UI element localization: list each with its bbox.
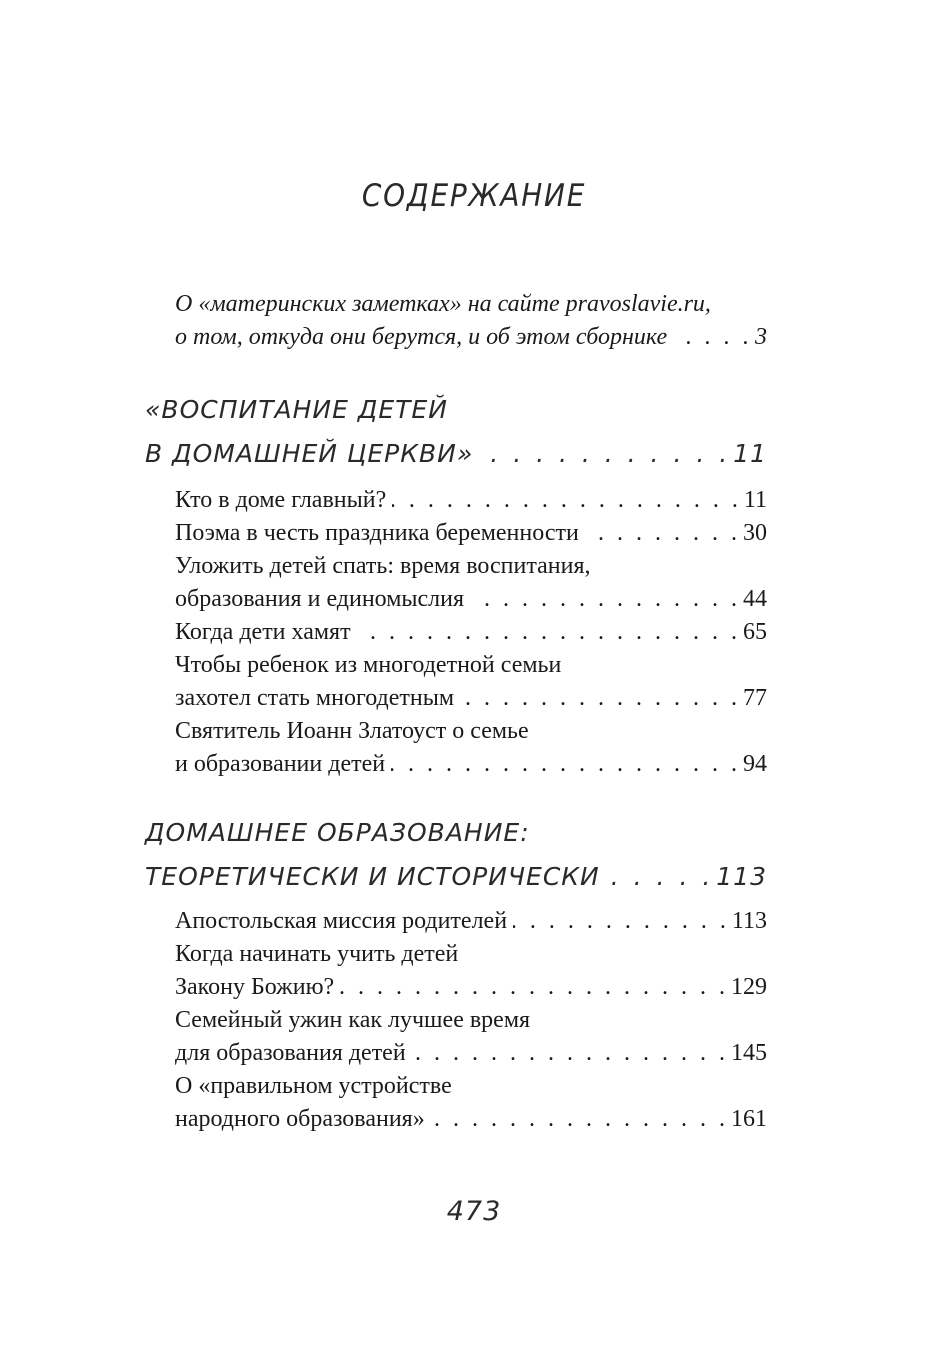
dot-leader — [470, 583, 737, 616]
section-2-heading — [145, 811, 767, 899]
toc-entry — [175, 517, 767, 550]
section-2-page-number: 113 — [716, 862, 767, 891]
toc-entry-title: Закону Божию? — [175, 974, 335, 1000]
dot-leader — [392, 484, 738, 517]
dot-leader — [479, 432, 727, 476]
section-1-entries — [175, 484, 767, 781]
section-1-title-line-1: «ВОСПИТАНИЕ ДЕТЕЙ — [145, 395, 448, 424]
toc-entry — [175, 905, 767, 938]
toc-entry-page: 65 — [743, 619, 767, 645]
toc-entry-title: захотел стать многодетным — [175, 685, 455, 711]
toc-entry-title-line: Уложить детей спать: время воспитания, — [175, 553, 591, 579]
toc-entry — [175, 484, 767, 517]
toc-entry-title: образования и единомыслия — [175, 586, 465, 612]
page-title: СОДЕРЖАНИЕ — [361, 178, 587, 214]
toc-entry-page: 129 — [731, 974, 767, 1000]
toc-entry — [175, 616, 767, 649]
toc-entry-title-line: Семейный ужин как лучшее время — [175, 1007, 531, 1033]
toc-entry — [175, 971, 767, 1004]
dot-leader — [391, 748, 737, 781]
toc-entry-page: 145 — [731, 1040, 767, 1066]
toc-entry-title: Кто в доме главный? — [175, 487, 387, 513]
toc-entry — [175, 1037, 767, 1070]
toc-entry-title: Когда дети хамят — [175, 619, 351, 645]
toc-entry — [175, 748, 767, 781]
dot-leader — [606, 855, 711, 899]
toc-entry-title-line: Когда начинать учить детей — [175, 941, 459, 967]
dot-leader — [357, 616, 737, 649]
toc-entry-page: 113 — [731, 908, 767, 934]
toc-entry — [175, 682, 767, 715]
dot-leader — [412, 1037, 725, 1070]
section-2-title-line-2 — [145, 855, 767, 899]
dot-leader — [673, 321, 749, 354]
section-1-title-line-2-text: В ДОМАШНЕЙ ЦЕРКВИ» — [145, 439, 474, 468]
toc-entry — [175, 1103, 767, 1136]
intro-line-2 — [175, 321, 767, 354]
intro-page-number: 3 — [755, 324, 767, 350]
section-1-page-number: 11 — [733, 439, 767, 468]
section-1-heading — [145, 388, 767, 476]
toc-entry-page: 30 — [743, 520, 767, 546]
toc-entry-title-line: О «правильном устройстве — [175, 1073, 452, 1099]
section-1-title-line-2 — [145, 432, 767, 476]
intro-line-2-text: о том, откуда они берутся, и об этом сборнике — [175, 324, 668, 350]
dot-leader — [513, 905, 726, 938]
toc-entry-title: народного образования» — [175, 1106, 425, 1132]
page-folio: 473 — [446, 1196, 502, 1227]
toc-entry-title: Поэма в честь праздника беременности — [175, 520, 579, 546]
intro-entry — [175, 288, 767, 354]
toc-entry-title: Апостольская миссия родителей — [175, 908, 508, 934]
section-2-title-line-1: ДОМАШНЕЕ ОБРАЗОВАНИЕ: — [145, 818, 530, 847]
toc-entry-page: 44 — [743, 586, 767, 612]
toc-entry-page: 77 — [743, 685, 767, 711]
dot-leader — [431, 1103, 725, 1136]
toc-entry-title-line: Чтобы ребенок из многодетной семьи — [175, 652, 562, 678]
dot-leader — [340, 971, 725, 1004]
section-2-title-line-2-text: ТЕОРЕТИЧЕСКИ И ИСТОРИЧЕСКИ — [145, 862, 600, 891]
toc-entry-title: для образования детей — [175, 1040, 406, 1066]
toc-entry-title: и образовании детей — [175, 751, 386, 777]
toc-entry-page: 11 — [743, 487, 767, 513]
toc-entry-page: 94 — [743, 751, 767, 777]
toc-entry-page: 161 — [731, 1106, 767, 1132]
intro-line-1: О «материнских заметках» на сайте pravoslavie.ru, — [175, 291, 711, 317]
toc-entry — [175, 583, 767, 616]
toc-entry-title-line: Святитель Иоанн Златоуст о семье — [175, 718, 529, 744]
section-2-entries — [175, 905, 767, 1136]
dot-leader — [585, 517, 737, 550]
dot-leader — [460, 682, 737, 715]
